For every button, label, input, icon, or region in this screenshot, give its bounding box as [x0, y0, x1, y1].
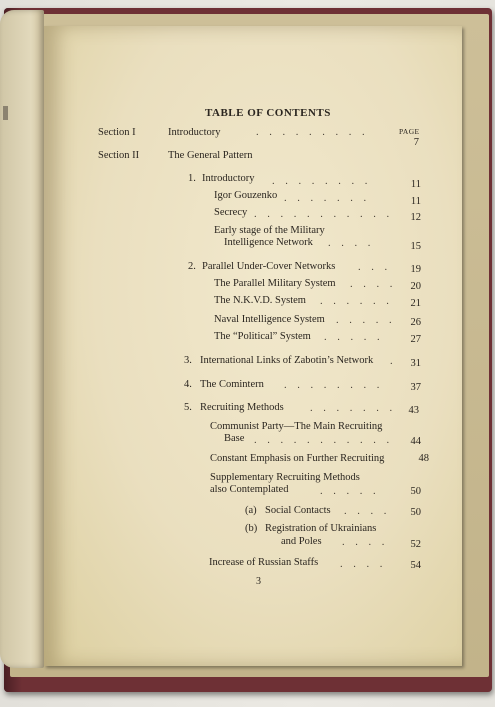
toc-entry-page: 21: [410, 298, 421, 309]
dot-leader: . . . . . . .: [310, 403, 397, 414]
toc-title: TABLE OF CONTENTS: [205, 107, 331, 119]
toc-entry-title: Introductory: [202, 173, 255, 184]
dot-leader: . . . .: [344, 506, 391, 517]
toc-entry-page: 48: [418, 453, 429, 464]
toc-entry-page: 11: [410, 196, 421, 207]
toc-entry-page: 27: [410, 334, 421, 345]
toc-entry-title: The General Pattern: [168, 150, 253, 161]
toc-entry-number: 1.: [188, 173, 196, 184]
toc-entry-title: The Parallel Military System: [214, 278, 336, 289]
toc-entry-title: Naval Intelligence System: [214, 314, 325, 325]
toc-entry-title: Recruiting Methods: [200, 402, 284, 413]
toc-entry-title: Social Contacts: [265, 505, 331, 516]
table-of-contents: [44, 26, 462, 666]
dot-leader: . . . . . .: [320, 296, 393, 307]
toc-entry-title: Increase of Russian Staffs: [209, 557, 319, 568]
section-label: Section II: [98, 150, 140, 161]
dot-leader: . . . .: [350, 279, 397, 290]
dot-leader: .: [390, 356, 397, 367]
toc-entry-page: 50: [410, 486, 421, 497]
toc-entry-title: Communist Party—The Main Recruiting: [210, 421, 383, 432]
toc-entry-title-continued: and Poles: [281, 536, 322, 547]
left-page: [0, 10, 44, 668]
toc-entry-page: 26: [410, 317, 421, 328]
dot-leader: . . . . . . . . . . .: [254, 435, 394, 446]
toc-entry-title: The “Political” System: [214, 331, 311, 342]
toc-entry-page: 52: [410, 539, 421, 550]
toc-entry-title: Early stage of the Military: [214, 225, 325, 236]
toc-entry-title: Introductory: [168, 127, 221, 138]
page-column-header: PAGE: [399, 127, 420, 136]
toc-entry-page: 19: [410, 264, 421, 275]
toc-entry-title: Parallel Under-Cover Networks: [202, 261, 336, 272]
toc-entry-number: 5.: [184, 402, 192, 413]
toc-entry-page: 20: [410, 281, 421, 292]
toc-page: [44, 26, 462, 666]
toc-entry-page: 43: [408, 405, 419, 416]
toc-entry-title: Constant Emphasis on Further Recruiting: [210, 453, 385, 464]
dot-leader: . . . . . . .: [284, 193, 371, 204]
toc-entry-title: Igor Gouzenko: [214, 190, 278, 201]
dot-leader: . . . . .: [320, 486, 380, 497]
dot-leader: . . .: [358, 262, 392, 273]
toc-entry-title: The Comintern: [200, 379, 264, 390]
page-number: 3: [256, 576, 261, 587]
dot-leader: . . . . . . . . .: [256, 127, 369, 138]
page-mark: [3, 106, 8, 120]
toc-entry-page: 44: [410, 436, 421, 447]
section-label: Section I: [98, 127, 136, 138]
dot-leader: . . . . . . . .: [284, 380, 384, 391]
toc-entry-letter: (b): [245, 523, 258, 534]
toc-entry-page: 37: [410, 382, 421, 393]
dot-leader: . . . .: [340, 559, 387, 570]
toc-entry-title: Secrecy: [214, 207, 248, 218]
toc-entry-page: 12: [410, 212, 421, 223]
toc-entry-title: Registration of Ukrainians: [265, 523, 377, 534]
toc-entry-page: 50: [410, 507, 421, 518]
toc-entry-number: 2.: [188, 261, 196, 272]
toc-entry-title-continued: Base: [224, 433, 245, 444]
toc-entry-page: 15: [410, 241, 421, 252]
toc-entry-page: 11: [410, 179, 421, 190]
toc-entry-page: 7: [413, 137, 419, 148]
dot-leader: . . . . . . . . . . .: [254, 209, 394, 220]
toc-entry-title: International Links of Zabotin’s Network: [200, 355, 374, 366]
toc-entry-letter: (a): [245, 505, 257, 516]
toc-entry-title-continued: also Contemplated: [210, 484, 289, 495]
dot-leader: . . . .: [342, 537, 389, 548]
toc-entry-number: 3.: [184, 355, 192, 366]
toc-entry-number: 4.: [184, 379, 192, 390]
dot-leader: . . . . .: [324, 332, 384, 343]
toc-entry-page: 54: [410, 560, 421, 571]
toc-entry-page: 31: [410, 358, 421, 369]
dot-leader: . . . . . . . .: [272, 176, 372, 187]
toc-entry-title: Supplementary Recruiting Methods: [210, 472, 360, 483]
dot-leader: . . . .: [328, 238, 375, 249]
toc-entry-title: The N.K.V.D. System: [214, 295, 306, 306]
toc-entry-title-continued: Intelligence Network: [224, 237, 313, 248]
dot-leader: . . . . .: [336, 315, 396, 326]
